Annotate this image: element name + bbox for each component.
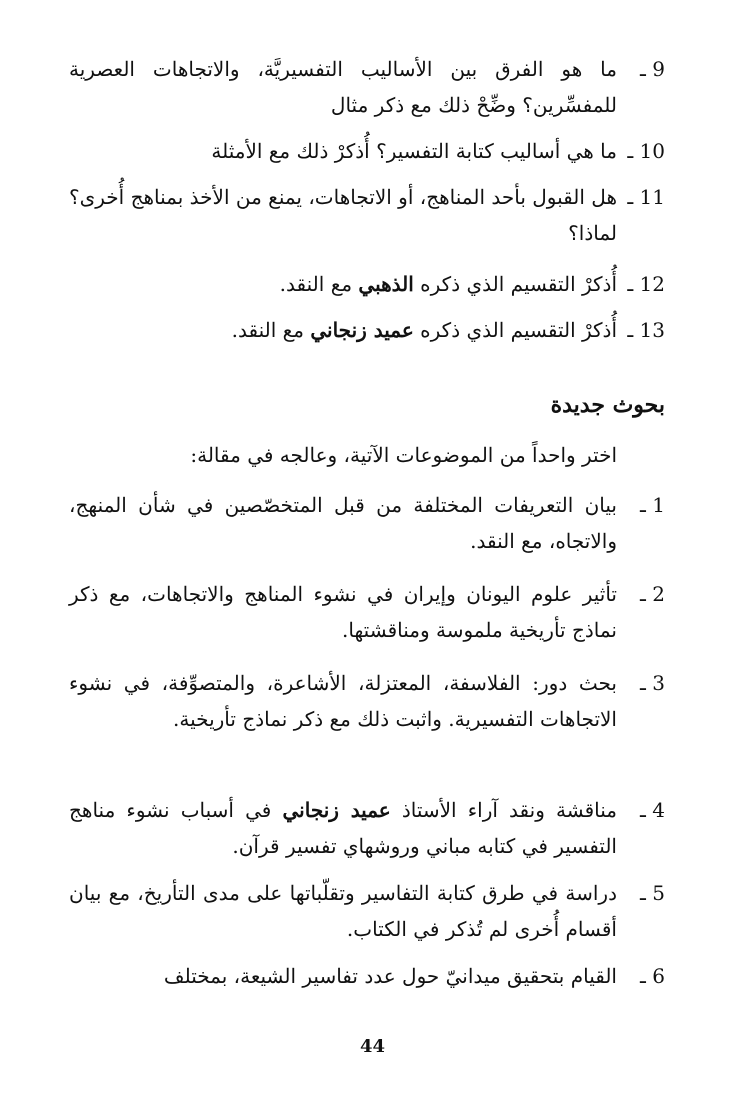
topic-6	[69, 958, 665, 994]
question-9	[69, 51, 665, 123]
section-heading: بحوث جديدة	[550, 392, 665, 418]
topic-1	[69, 487, 665, 559]
item-text: بحث دور: الفلاسفة، المعتزلة، الأشاعرة، والمتصوِّفة، في نشوء الاتجاهات التفسيرية. واثبت ذلك مع ذكر نماذج تأريخية.	[69, 671, 617, 731]
question-12	[69, 266, 665, 302]
item-number: 3 ـ	[640, 671, 665, 695]
topic-2	[69, 576, 665, 648]
item-number: 2 ـ	[640, 582, 665, 606]
item-number: 5 ـ	[640, 881, 665, 905]
item-text: أُذكرْ التقسيم الذي ذكره الذهبي مع النقد.	[279, 272, 617, 296]
item-number: 11 ـ	[627, 185, 665, 209]
item-number: 1 ـ	[640, 493, 665, 517]
item-text: ما هي أساليب كتابة التفسير؟ أُذكرْ ذلك مع الأمثلة	[211, 139, 617, 163]
question-10	[69, 133, 665, 169]
item-text: ما هو الفرق بين الأساليب التفسيريَّة، والاتجاهات العصرية للمفسِّرين؟ وضِّحْ ذلك مع ذكر مثال	[69, 57, 617, 117]
item-text: القيام بتحقيق ميدانيّ حول عدد تفاسير الشيعة، بمختلف	[163, 964, 617, 988]
topic-5	[69, 875, 665, 947]
item-number: 4 ـ	[640, 798, 665, 822]
item-text: تأثير علوم اليونان وإيران في نشوء المناهج والاتجاهات، مع ذكر نماذج تأريخية ملموسة ومناقشتها.	[69, 582, 617, 642]
question-11	[69, 179, 665, 251]
author-name: الذهبي	[358, 272, 414, 296]
item-text: دراسة في طرق كتابة التفاسير وتقلّباتها على مدى التأريخ، مع بيان أقسام أُخرى لم تُذكر في الكتاب.	[69, 881, 617, 941]
item-text: مناقشة ونقد آراء الأستاذ عميد زنجاني في أسباب نشوء مناهج التفسير في كتابه مباني وروشهاي تفسير قرآن.	[69, 798, 617, 858]
page-number: 44	[359, 1036, 386, 1057]
item-number: 9 ـ	[640, 57, 665, 81]
item-number: 13 ـ	[627, 318, 665, 342]
author-name: عميد زنجاني	[282, 798, 391, 822]
item-text: بيان التعريفات المختلفة من قبل المتخصّصين في شأن المنهج، والاتجاه، مع النقد.	[69, 493, 617, 553]
item-number: 6 ـ	[640, 964, 665, 988]
section-intro: اختر واحداً من الموضوعات الآتية، وعالجه في مقالة:	[190, 443, 617, 467]
item-number: 12 ـ	[627, 272, 665, 296]
question-13	[69, 312, 665, 348]
item-number: 10 ـ	[627, 139, 665, 163]
item-text: هل القبول بأحد المناهج، أو الاتجاهات، يمنع من الأخذ بمناهج أُخرى؟ لماذا؟	[69, 185, 617, 245]
topic-4	[69, 792, 665, 864]
item-text: أُذكرْ التقسيم الذي ذكره عميد زنجاني مع النقد.	[231, 318, 617, 342]
author-name: عميد زنجاني	[310, 318, 414, 342]
topic-3	[69, 665, 665, 737]
